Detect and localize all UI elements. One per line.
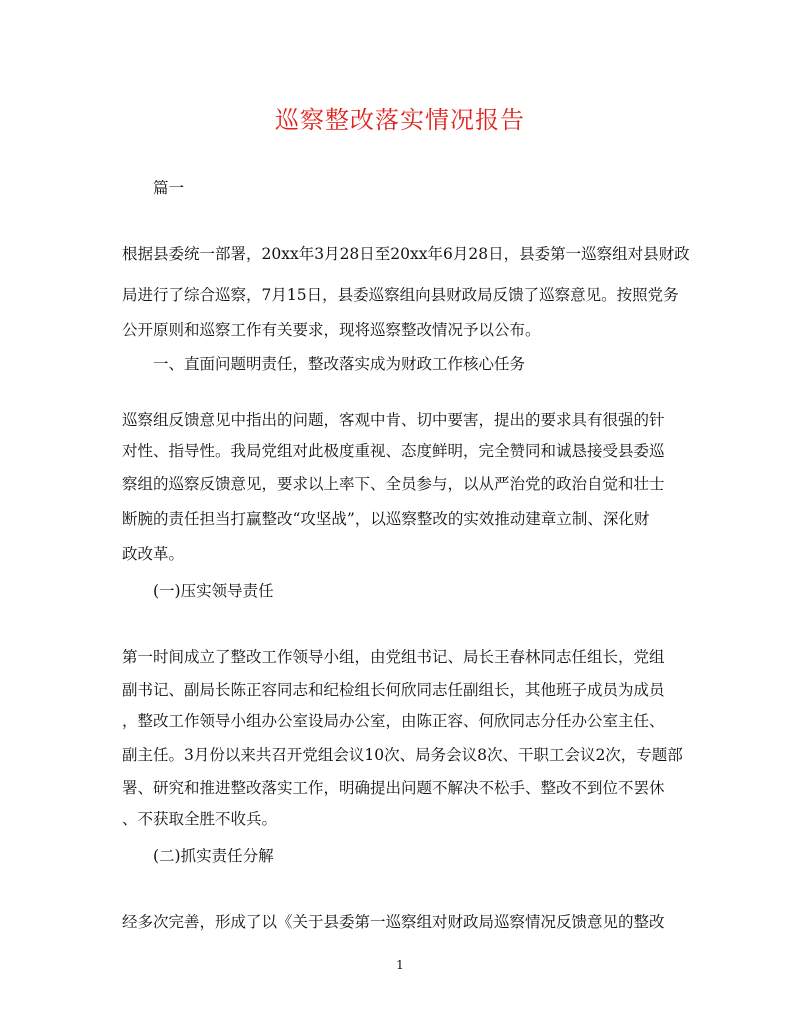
- para-2-line-3: ，整改工作领导小组办公室设局办公室，由陈正容、何欣同志分任办公室主任、: [122, 712, 665, 730]
- para-2-line-5: 署、研究和推进整改落实工作，明确提出问题不解决不松手、整改不到位不罢休: [122, 779, 665, 797]
- document-title: 巡察整改落实情况报告: [275, 106, 525, 134]
- intro-line-2: 局进行了综合巡察，7月15日，县委巡察组向县财政局反馈了巡察意见。按照党务: [122, 286, 679, 304]
- intro-line-3: 公开原则和巡察工作有关要求，现将巡察整改情况予以公布。: [122, 321, 541, 339]
- para-2-line-2: 副书记、副局长陈正容同志和纪检组长何欣同志任副组长，其他班子成员为成员: [122, 681, 665, 699]
- para-2-line-4: 副主任。3月份以来共召开党组会议10次、局务会议8次、干职工会议2次，专题部: [122, 746, 683, 764]
- sub-heading-1: (一)压实领导责任: [153, 582, 274, 600]
- para-3-line-1: 经多次完善，形成了以《关于县委第一巡察组对财政局巡察情况反馈意见的整改: [122, 913, 665, 931]
- para-2-line-6: 、不获取全胜不收兵。: [122, 810, 278, 828]
- section-label: 篇一: [153, 179, 185, 197]
- page-number: 1: [396, 958, 404, 972]
- heading-1: 一、直面问题明责任，整改落实成为财政工作核心任务: [153, 355, 526, 373]
- intro-line-1: 根据县委统一部署，20xx年3月28日至20xx年6月28日，县委第一巡察组对县财政: [122, 245, 690, 263]
- para-1-line-5: 政改革。: [122, 545, 185, 563]
- para-1-line-3: 察组的巡察反馈意见，要求以上率下、全员参与，以从严治党的政治自觉和壮士: [122, 475, 665, 493]
- para-1-line-4: 断腕的责任担当打赢整改“攻坚战”，以巡察整改的实效推动建章立制、深化财: [122, 510, 650, 528]
- para-2-line-1: 第一时间成立了整改工作领导小组，由党组书记、局长王春林同志任组长，党组: [122, 648, 665, 666]
- para-1-line-1: 巡察组反馈意见中指出的问题，客观中肯、切中要害，提出的要求具有很强的针: [122, 411, 665, 429]
- para-1-line-2: 对性、指导性。我局党组对此极度重视、态度鲜明，完全赞同和诚恳接受县委巡: [122, 442, 665, 460]
- sub-heading-2: (二)抓实责任分解: [153, 847, 274, 865]
